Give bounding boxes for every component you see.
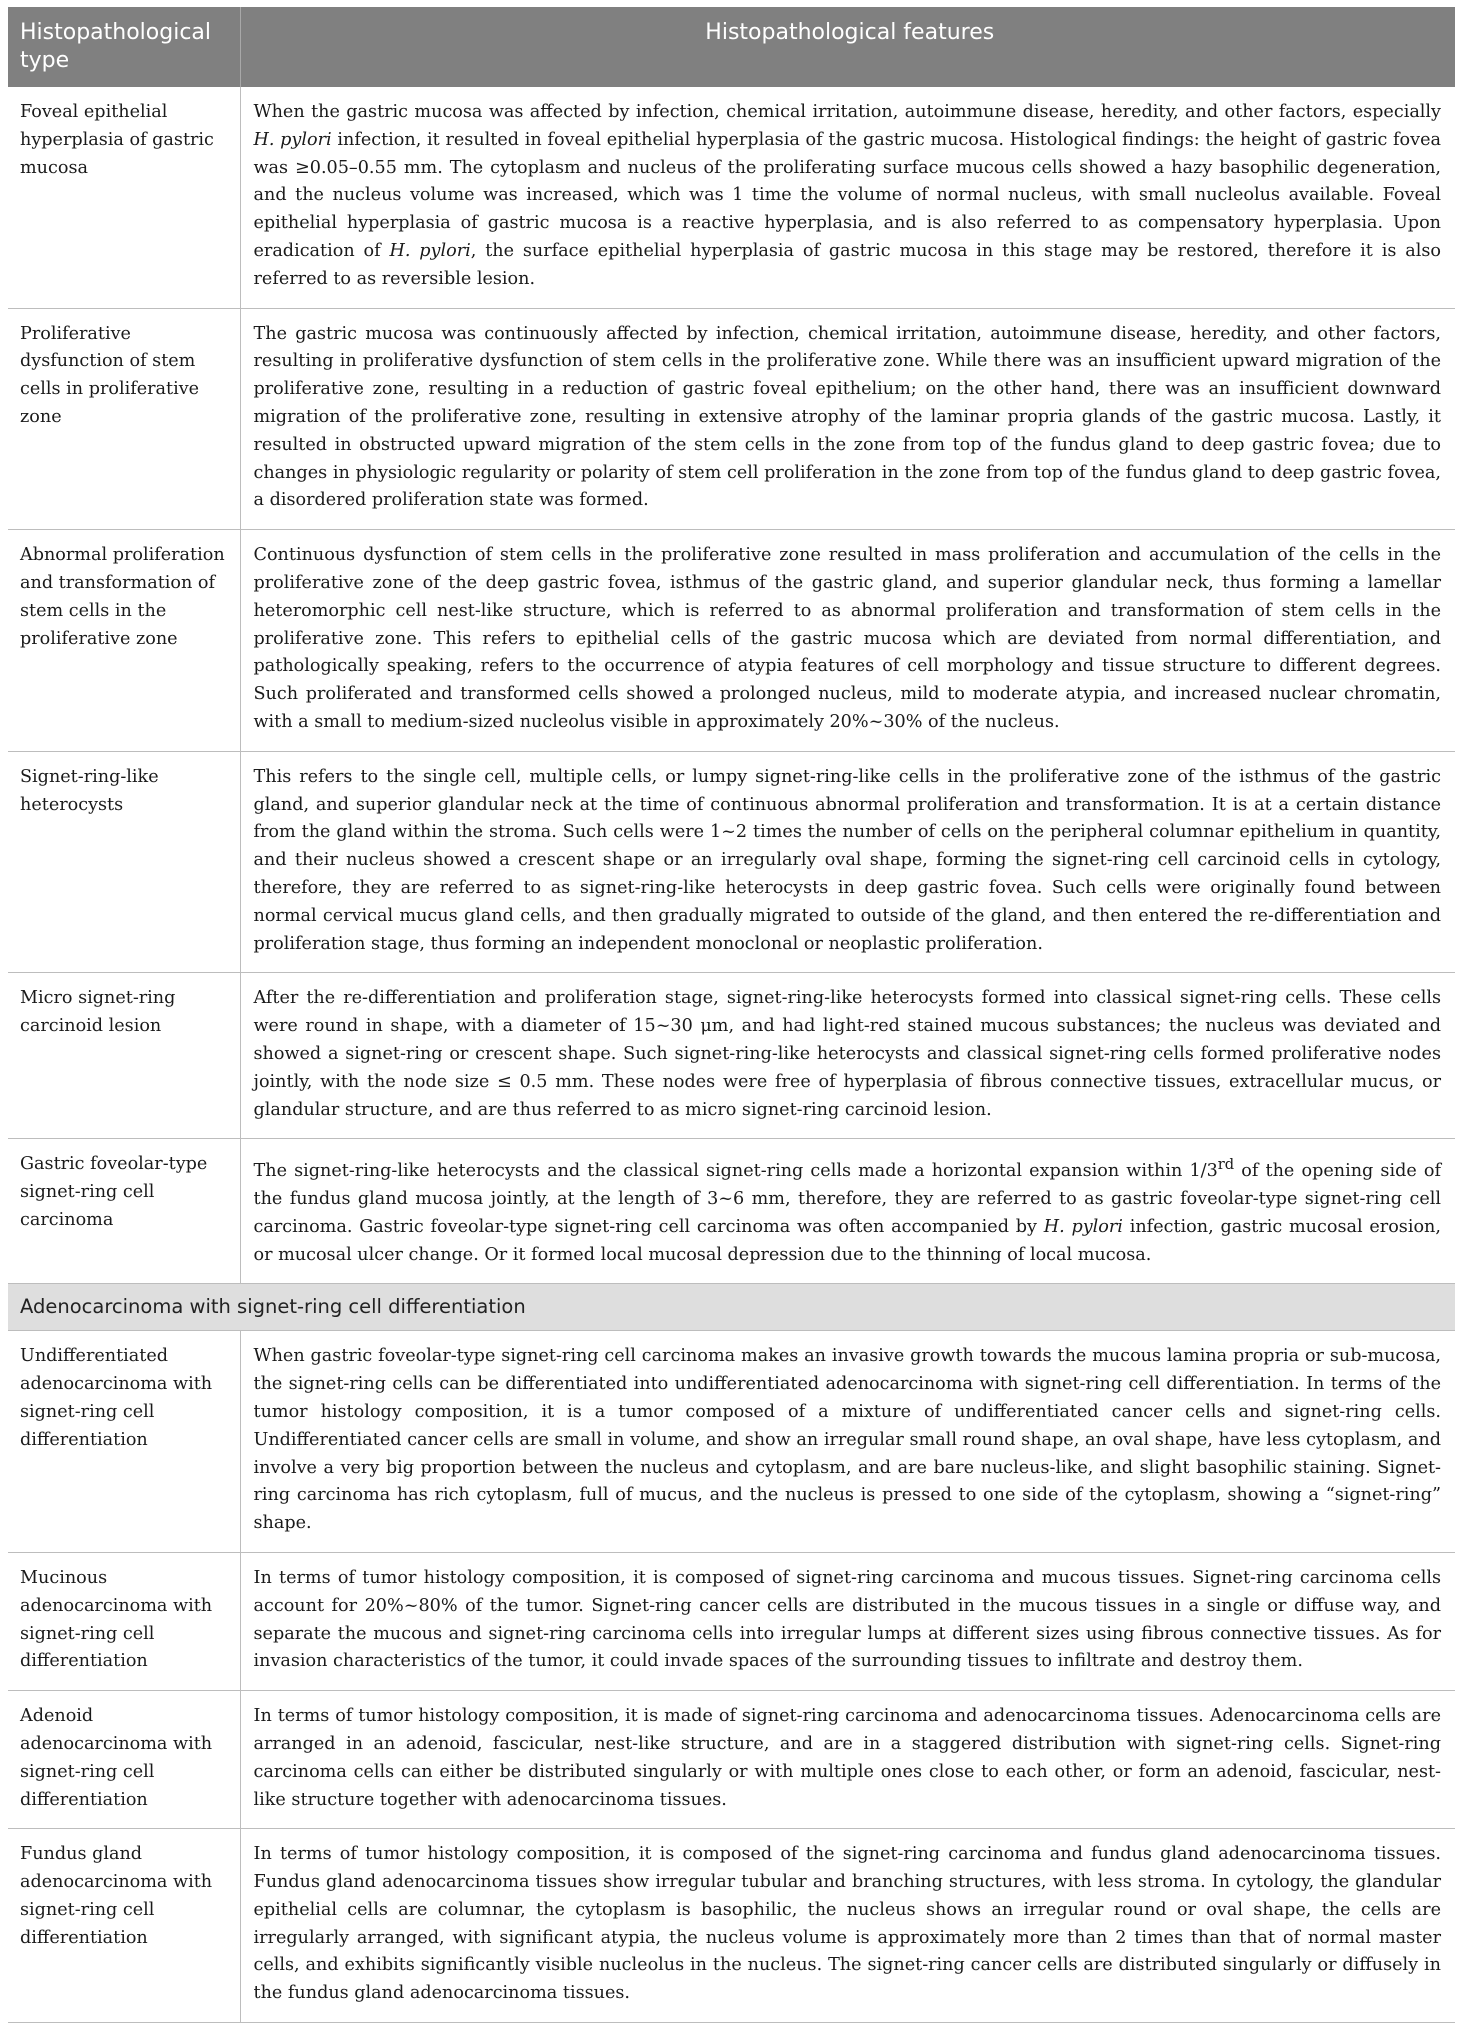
- text-segment: In terms of tumor histology composition, it is composed of signet-ring carcinoma and mucous tissues. Signet-ring carcinoma cells account for 20%~80% of the tumor. Signet-ring cancer cells are distributed in the mucous tissues in a single or diffuse way, and separate the mucous and signet-ring carcinoma cells into irregular lumps at different sizes using fibrous connective tissues. As for invasion characteristics of the tumor, it could invade spaces of the surrounding tissues to infiltrate and destroy them.: [253, 1567, 1441, 1672]
- text-segment: The signet-ring-like heterocysts and the classical signet-ring cells made a horizontal expansion within 1/3: [253, 1161, 1218, 1182]
- section-row: [8, 1284, 1455, 1331]
- text-segment: This refers to the single cell, multiple cells, or lumpy signet-ring-like cells in the proliferative zone of the isthmus of the gastric gland, and superior glandular neck at the time of continuous abnormal proliferation and transformation. It is at a certain distance from the gland within the stroma. Such cells were 1~2 times the number of cells on the peripheral columnar epithelium in quantity, and their nucleus showed a crescent shape or an irregularly oval shape, forming the signet-ring cell carcinoid cells in cytology, therefore, they are referred to as signet-ring-like heterocysts in deep gastric fovea. Such cells were originally found between normal cervical mucus gland cells, and then gradually migrated to outside of the gland, and then entered the re-differentiation and proliferation stage, thus forming an independent monoclonal or neoplastic proliferation.: [253, 766, 1441, 954]
- header-type: Histopathological type: [8, 7, 240, 87]
- type-cell: Foveal epithelial hyperplasia of gastric mucosa: [8, 87, 240, 308]
- type-cell: Undifferentiated adenocarcinoma with signet-ring cell differentiation: [8, 1331, 240, 1553]
- section-label: Adenocarcinoma with signet-ring cell differentiation: [8, 1284, 1455, 1331]
- table-row: [8, 973, 1455, 1139]
- type-cell: Fundus gland adenocarcinoma with signet-ring cell differentiation: [8, 1829, 240, 2023]
- features-cell: [240, 751, 1455, 973]
- text-segment: In terms of tumor histology composition, it is composed of the signet-ring carcinoma and fundus gland adenocarcinoma tissues. Fundus gland adenocarcinoma tissues show irregular tubular and branching structures, with less stroma. In cytology, the glandular epithelial cells are columnar, the cytoplasm is basophilic, the nucleus shows an irregular round or oval shape, the cells are irregularly arranged, with significant atypia, the nucleus volume is approximately more than 2 times than that of normal master cells, and exhibits significantly visible nucleolus in the nucleus. The signet-ring cancer cells are distributed singularly or diffusely in the fundus gland adenocarcinoma tissues.: [253, 1844, 1441, 2004]
- header-features: Histopathological features: [240, 7, 1455, 87]
- histopathology-table: [8, 7, 1455, 2023]
- table-row: [8, 1691, 1455, 1829]
- table-row: [8, 1829, 1455, 2023]
- table-row: [8, 1331, 1455, 1553]
- text-segment: of the opening side of the fundus gland mucosa jointly, at the length of 3~6 mm, therefore, they are referred to as gastric foveolar-type signet-ring cell carcinoma. Gastric foveolar-type signet-ring cell carcinoma was often accompanied by: [253, 1161, 1441, 1237]
- header-row: [8, 7, 1455, 87]
- text-segment: When the gastric mucosa was affected by infection, chemical irritation, autoimmune disease, heredity, and other factors, especially: [253, 102, 1441, 122]
- text-segment: , the surface epithelial hyperplasia of gastric mucosa in this stage may be restored, therefore it is also referred to as reversible lesion.: [253, 240, 1441, 289]
- text-segment: infection, it resulted in foveal epithelial hyperplasia of the gastric mucosa. Histological findings: the height of gastric fovea was ≥0.05–0.55 mm. The cytoplasm and nucleus of the proliferating surface mucous cells showed a hazy basophilic degeneration, and the nucleus volume was increased, which was 1 time the volume of normal nucleus, with small nucleolus available. Foveal epithelial hyperplasia of gastric mucosa is a reactive hyperplasia, and is also referred to as compensatory hyperplasia. Upon eradication of: [253, 129, 1441, 261]
- text-segment: When gastric foveolar-type signet-ring cell carcinoma makes an invasive growth towards the mucous lamina propria or sub-mucosa, the signet-ring cells can be differentiated into undifferentiated adenocarcinoma with signet-ring cell differentiation. In terms of the tumor histology composition, it is a tumor composed of a mixture of undifferentiated cancer cells and signet-ring cells. Undifferentiated cancer cells are small in volume, and show an irregular small round shape, an oval shape, have less cytoplasm, and involve a very big proportion between the nucleus and cytoplasm, and are bare nucleus-like, and slight basophilic staining. Signet-ring carcinoma has rich cytoplasm, full of mucus, and the nucleus is pressed to one side of the cytoplasm, showing a “signet-ring” shape.: [253, 1346, 1441, 1534]
- features-cell: [240, 1691, 1455, 1829]
- table-row: [8, 1139, 1455, 1284]
- table-row: [8, 87, 1455, 308]
- features-cell: [240, 1552, 1455, 1690]
- italic-text: H. pylori: [389, 240, 471, 261]
- features-cell: [240, 973, 1455, 1139]
- type-cell: Adenoid adenocarcinoma with signet-ring cell differentiation: [8, 1691, 240, 1829]
- text-segment: After the re-differentiation and proliferation stage, signet-ring-like heterocysts formed into classical signet-ring cells. These cells were round in shape, with a diameter of 15~30 μm, and had light-red stained mucous substances; the nucleus was deviated and showed a signet-ring or crescent shape. Such signet-ring-like heterocysts and classical signet-ring cells formed proliferative nodes jointly, with the node size ≤ 0.5 mm. These nodes were free of hyperplasia of fibrous connective tissues, extracellular mucus, or glandular structure, and are thus referred to as micro signet-ring carcinoid lesion.: [253, 988, 1441, 1120]
- superscript-text: rd: [1217, 1156, 1235, 1174]
- text-segment: infection, gastric mucosal erosion, or mucosal ulcer change. Or it formed local mucosal depression due to the thinning of local mucosa.: [253, 1216, 1441, 1265]
- section-body: [8, 1284, 1455, 1331]
- table-body-part1: [8, 87, 1455, 1284]
- table-row: [8, 751, 1455, 973]
- features-cell: [240, 530, 1455, 752]
- text-segment: In terms of tumor histology composition, it is made of signet-ring carcinoma and adenocarcinoma tissues. Adenocarcinoma cells are arranged in an adenoid, fascicular, nest-like structure, and are in a staggered distribution with signet-ring cells. Signet-ring carcinoma cells can either be distributed singularly or with multiple ones close to each other, or form an adenoid, fascicular, nest-like structure together with adenocarcinoma tissues.: [253, 1706, 1441, 1810]
- table-row: [8, 530, 1455, 752]
- italic-text: H. pylori: [253, 129, 332, 150]
- features-cell: [240, 87, 1455, 308]
- type-cell: Abnormal proliferation and transformation of stem cells in the proliferative zone: [8, 530, 240, 752]
- type-cell: Signet-ring-like heterocysts: [8, 751, 240, 973]
- features-cell: [240, 308, 1455, 530]
- type-cell: Gastric foveolar-type signet-ring cell carcinoma: [8, 1139, 240, 1284]
- features-cell: [240, 1829, 1455, 2023]
- italic-text: H. pylori: [1043, 1216, 1123, 1237]
- features-cell: [240, 1139, 1455, 1284]
- type-cell: Proliferative dysfunction of stem cells in proliferative zone: [8, 308, 240, 530]
- table-row: [8, 1552, 1455, 1690]
- features-cell: [240, 1331, 1455, 1553]
- text-segment: Continuous dysfunction of stem cells in the proliferative zone resulted in mass proliferation and accumulation of the cells in the proliferative zone of the deep gastric fovea, isthmus of the gastric gland, and superior glandular neck, thus forming a lamellar heteromorphic cell nest-like structure, which is referred to as abnormal proliferation and transformation of stem cells in the proliferative zone. This refers to epithelial cells of the gastric mucosa which are deviated from normal differentiation, and pathologically speaking, refers to the occurrence of atypia features of cell morphology and tissue structure to different degrees. Such proliferated and transformed cells showed a prolonged nucleus, mild to moderate atypia, and increased nuclear chromatin, with a small to medium-sized nucleolus visible in approximately 20%~30% of the nucleus.: [253, 545, 1441, 732]
- table-row: [8, 308, 1455, 530]
- type-cell: Micro signet-ring carcinoid lesion: [8, 973, 240, 1139]
- type-cell: Mucinous adenocarcinoma with signet-ring cell differentiation: [8, 1552, 240, 1690]
- text-segment: The gastric mucosa was continuously affected by infection, chemical irritation, autoimmune disease, heredity, and other factors, resulting in proliferative dysfunction of stem cells in the proliferative zone. While there was an insufficient upward migration of the proliferative zone, resulting in a reduction of gastric foveal epithelium; on the other hand, there was an insufficient downward migration of the proliferative zone, resulting in extensive atrophy of the laminar propria glands of the gastric mucosa. Lastly, it resulted in obstructed upward migration of the stem cells in the zone from top of the fundus gland to deep gastric fovea; due to changes in physiologic regularity or polarity of stem cell proliferation in the zone from top of the fundus gland to deep gastric fovea, a disordered proliferation state was formed.: [253, 323, 1441, 511]
- table-body-part2: [8, 1331, 1455, 2023]
